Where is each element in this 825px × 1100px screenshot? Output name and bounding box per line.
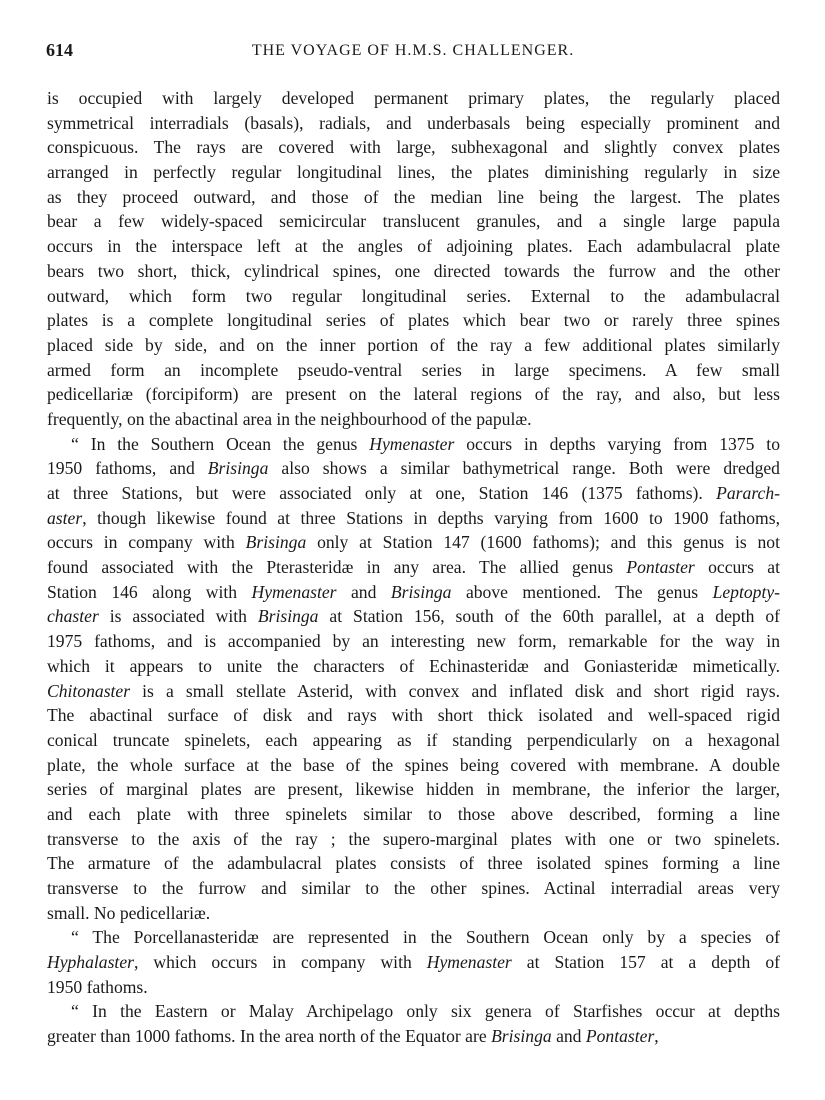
text-run: transverse to the furrow and similar to the other spines. Actinal interradial areas very bbox=[47, 878, 780, 898]
text-run: as they proceed outward, and those of the median line being the largest. The plates bbox=[47, 186, 780, 207]
text-line bbox=[47, 851, 780, 876]
text-line bbox=[47, 135, 780, 160]
text-line bbox=[47, 925, 780, 950]
text-line bbox=[47, 432, 780, 457]
text-line bbox=[47, 753, 780, 778]
text-run: above mentioned. The genus bbox=[451, 581, 713, 602]
italic-genus-name: Hyphalaster bbox=[47, 952, 134, 973]
text-line bbox=[47, 456, 780, 481]
text-run: , bbox=[654, 1026, 659, 1047]
text-run: occurs in depths varying from 1375 to bbox=[454, 433, 780, 454]
text-line bbox=[47, 481, 780, 506]
text-line bbox=[47, 901, 780, 926]
text-run: occurs in company with bbox=[47, 532, 246, 553]
text-line bbox=[47, 284, 780, 309]
text-run: The abactinal surface of disk and rays with short thick isolated and well-spaced rigid bbox=[47, 705, 780, 726]
body-text bbox=[47, 86, 780, 1049]
text-line bbox=[47, 160, 780, 185]
text-line bbox=[47, 259, 780, 284]
text-line bbox=[47, 185, 780, 210]
text-line bbox=[47, 654, 780, 679]
text-run: outward, which form two regular longitudinal series. External to the adambulacral bbox=[47, 285, 780, 306]
text-run: found associated with the Pterasteridæ in any area. The allied genus bbox=[47, 557, 627, 578]
italic-genus-name: Pararch- bbox=[716, 483, 780, 503]
text-run: which it appears to unite the characters of Echinasteridæ and Goniasteridæ mimetically. bbox=[47, 655, 780, 676]
italic-genus-name: Brisinga bbox=[257, 606, 319, 627]
text-line bbox=[47, 555, 780, 580]
text-line bbox=[47, 777, 780, 802]
text-run: “ The Porcellanasteridæ are represented in the Southern Ocean only by a species of bbox=[71, 927, 780, 948]
text-run: “ In the Eastern or Malay Archipelago only six genera of Starfishes occur at depths bbox=[71, 1001, 780, 1022]
text-run: “ In the Southern Ocean the genus bbox=[71, 433, 370, 454]
italic-genus-name: Pontaster bbox=[585, 1026, 655, 1047]
text-run: and bbox=[551, 1026, 586, 1047]
text-line bbox=[47, 604, 780, 629]
text-line bbox=[47, 86, 780, 111]
text-line bbox=[47, 111, 780, 136]
text-line bbox=[47, 358, 780, 383]
text-line bbox=[47, 703, 780, 728]
text-run: Station 146 along with bbox=[47, 581, 252, 602]
text-run: armed form an incomplete pseudo-ventral series in large specimens. A few small bbox=[47, 359, 780, 380]
text-run: conspicuous. The rays are covered with large, subhexagonal and slightly convex plates bbox=[47, 137, 780, 158]
text-line bbox=[47, 209, 780, 234]
italic-genus-name: chaster bbox=[47, 606, 99, 627]
text-line bbox=[47, 728, 780, 753]
running-title: THE VOYAGE OF H.M.S. CHALLENGER. bbox=[251, 42, 575, 59]
text-run: The armature of the adambulacral plates consists of three isolated spines forming a line bbox=[47, 853, 780, 874]
text-run: plates is a complete longitudinal series of plates which bear two or rarely three spines bbox=[47, 310, 780, 331]
italic-genus-name: Brisinga bbox=[207, 458, 269, 479]
italic-genus-name: Pontaster bbox=[626, 557, 695, 578]
text-line bbox=[47, 333, 780, 358]
italic-genus-name: Hymenaster bbox=[251, 581, 337, 602]
text-run: at Station 157 at a depth of bbox=[511, 952, 780, 973]
paragraph bbox=[47, 432, 780, 926]
italic-genus-name: Hymenaster bbox=[426, 952, 512, 973]
text-run: series of marginal plates are present, likewise hidden in membrane, the inferior the larger, bbox=[47, 779, 780, 800]
text-run: bears two short, thick, cylindrical spines, one directed towards the furrow and the other bbox=[47, 260, 780, 281]
text-run: at Station 156, south of the 60th parallel, at a depth of bbox=[318, 606, 780, 627]
text-line bbox=[47, 999, 780, 1024]
italic-genus-name: Chitonaster bbox=[47, 680, 131, 701]
italic-genus-name: aster bbox=[47, 507, 83, 528]
text-run: and bbox=[336, 581, 391, 602]
italic-genus-name: Brisinga bbox=[390, 581, 452, 602]
text-line bbox=[47, 679, 780, 704]
text-line bbox=[47, 876, 780, 901]
text-line bbox=[47, 308, 780, 333]
text-line bbox=[47, 1024, 780, 1049]
text-run: , which occurs in company with bbox=[133, 952, 427, 973]
text-line bbox=[47, 950, 780, 975]
text-line bbox=[47, 407, 780, 432]
text-run: 1975 fathoms, and is accompanied by an interesting new form, remarkable for the way in bbox=[47, 631, 780, 652]
italic-genus-name: Hymenaster bbox=[369, 433, 455, 454]
text-line bbox=[47, 382, 780, 407]
text-line bbox=[47, 827, 780, 852]
text-line bbox=[47, 629, 780, 654]
italic-genus-name: Leptopty- bbox=[712, 581, 781, 602]
text-line bbox=[47, 530, 780, 555]
text-run: small. No pedicellariæ. bbox=[47, 902, 211, 923]
text-run: bear a few widely-spaced semicircular translucent granules, and a single large papula bbox=[47, 211, 780, 232]
text-run: at three Stations, but were associated only at one, Station 146 (1375 fathoms). bbox=[47, 483, 717, 503]
text-run: is a small stellate Asterid, with convex and inflated disk and short rigid rays. bbox=[130, 680, 780, 701]
text-run: conical truncate spinelets, each appearing as if standing perpendicularly on a hexagonal bbox=[47, 729, 780, 750]
text-run: plate, the whole surface at the base of the spines being covered with membrane. A double bbox=[47, 754, 780, 775]
text-line bbox=[47, 975, 780, 1000]
text-run: is occupied with largely developed permanent primary plates, the regularly placed bbox=[47, 88, 780, 108]
text-line bbox=[47, 506, 780, 531]
text-run: also shows a similar bathymetrical range. Both were dredged bbox=[268, 458, 780, 479]
italic-genus-name: Brisinga bbox=[491, 1026, 552, 1047]
text-run: and each plate with three spinelets similar to those above described, forming a line bbox=[47, 803, 780, 824]
italic-genus-name: Brisinga bbox=[245, 532, 307, 553]
page-number: 614 bbox=[46, 40, 73, 60]
text-run: 1950 fathoms, and bbox=[47, 458, 208, 479]
text-run: symmetrical interradials (basals), radials, and underbasals being especially prominent and bbox=[47, 112, 780, 133]
text-run: , though likewise found at three Stations in depths varying from 1600 to 1900 fathoms, bbox=[82, 507, 780, 528]
text-run: placed side by side, and on the inner portion of the ray a few additional plates similarly bbox=[47, 334, 780, 355]
paragraph bbox=[47, 925, 780, 999]
text-run: 1950 fathoms. bbox=[47, 976, 148, 997]
text-run: frequently, on the abactinal area in the neighbourhood of the papulæ. bbox=[47, 408, 532, 429]
text-run: only at Station 147 (1600 fathoms); and this genus is not bbox=[306, 532, 780, 553]
text-run: pedicellariæ (forcipiform) are present on the lateral regions of the ray, and also, but less bbox=[47, 384, 780, 405]
text-run: arranged in perfectly regular longitudinal lines, the plates diminishing regularly in size bbox=[47, 162, 780, 183]
text-run: occurs in the interspace left at the angles of adjoining plates. Each adambulacral plate bbox=[47, 236, 780, 257]
paragraph bbox=[47, 999, 780, 1048]
text-line bbox=[47, 580, 780, 605]
text-run: transverse to the axis of the ray ; the supero-marginal plates with one or two spinelets. bbox=[47, 828, 780, 849]
page-header bbox=[46, 40, 780, 66]
text-run: is associated with bbox=[98, 606, 258, 627]
text-line bbox=[47, 802, 780, 827]
text-run: occurs at bbox=[694, 557, 781, 578]
text-run: greater than 1000 fathoms. In the area north of the Equator are bbox=[47, 1026, 492, 1047]
text-line bbox=[47, 234, 780, 259]
paragraph bbox=[47, 86, 780, 432]
